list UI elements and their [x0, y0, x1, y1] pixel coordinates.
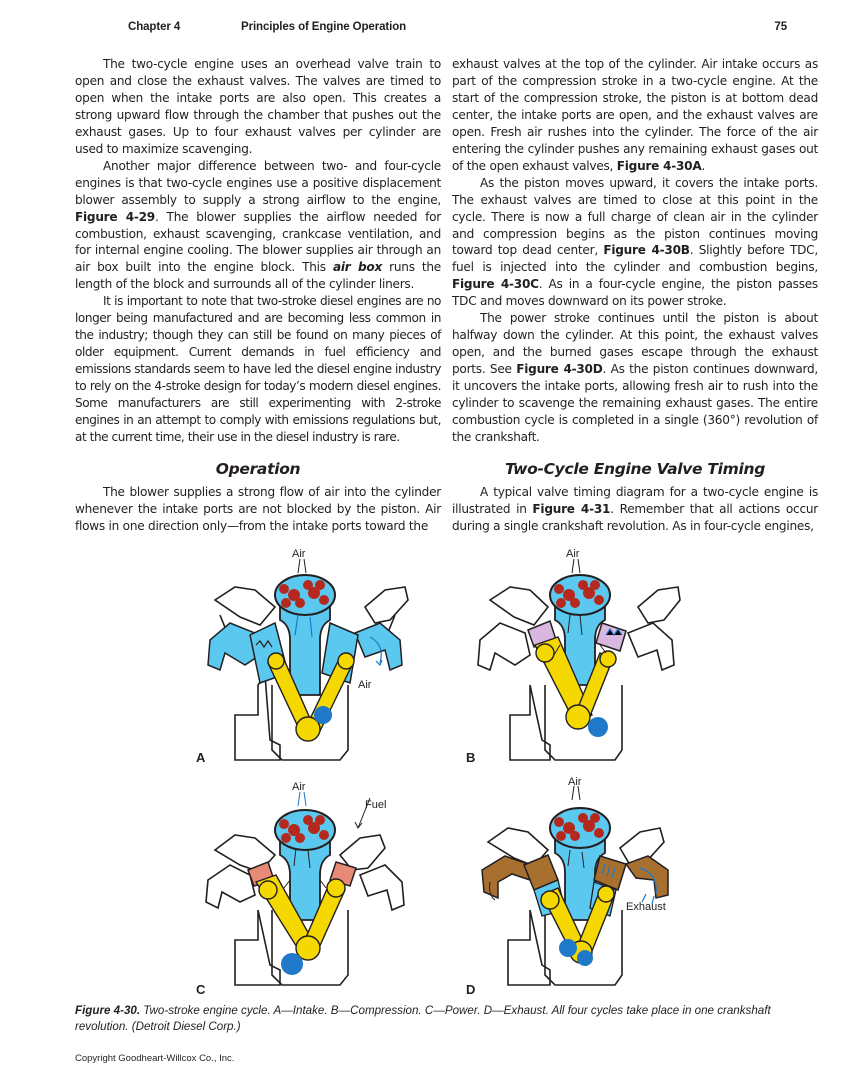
left-column: [75, 56, 441, 446]
figure-reference: Figure 4-30C: [452, 277, 539, 292]
right-column: [452, 56, 818, 446]
operation-section: [75, 484, 441, 535]
paragraph: exhaust valves at the top of the cylinder. Air intake occurs as part of the compression stroke in a two-cycle engine. At the start of the compression stroke, the piston is at bottom dead center, the intake ports are open, and the exhaust valves are open. Fresh air rushes into the cylinder. The force of the air entering the cylinder pushes any remaining exhaust gases out of the open exhaust valves, Figure 4-30A.: [452, 57, 818, 173]
engine-diagram-exhaust: [450, 770, 700, 1000]
panel-letter-d: D: [466, 982, 476, 997]
figure-panel-a-intake: [180, 545, 430, 775]
paragraph: As the piston moves upward, it covers the intake ports. The exhaust valves are timed to close at this point in the cycle. There is now a full charge of clean air in the cylinder and compression begins as the piston continues moving toward top dead center, Figure 4-30B. Slightly before TDC, fuel is injected into the cylinder and combustion begins, Figure 4-30C. As in a four-cycle engine, the piston passes TDC and moves downward on its power stroke.: [452, 175, 818, 309]
key-term: air box: [332, 260, 383, 275]
figure-reference: Figure 4-31: [532, 501, 611, 516]
label-fuel: Fuel: [365, 799, 387, 811]
paragraph: It is important to note that two-stroke diesel engines are no longer being manufactured and are becoming less common in the industry; though they can still be found on many pieces of older equipment. Current demands in fuel efficiency and emissions standards seem to have led the diesel engine industry to rely on the 4-stroke design for today’s modern diesel engines. Some manufacturers are still experimenting with 2-stroke engines in an attempt to comply with emissions regulations but, at the current time, their use in the diesel industry is rare.: [75, 294, 441, 444]
label-exhaust: Exhaust: [626, 901, 666, 913]
figure-panel-c-power: [180, 770, 430, 1000]
running-head: [0, 21, 849, 37]
label-air: Air: [566, 548, 580, 560]
figure-caption-label: Figure 4-30.: [75, 1004, 141, 1017]
panel-letter-b: B: [466, 750, 476, 765]
figure-reference: Figure 4-30B: [603, 243, 690, 258]
figure-reference: Figure 4-29: [75, 209, 155, 224]
paragraph: Another major difference between two- and four-cycle engines is that two-cycle engines use a positive displacement blower assembly to supply a strong airflow to the engine, Figure 4-29. The blower supplies the airflow needed for combustion, exhaust scavenging, crankcase ventilation, and for internal engine cooling. The blower supplies air through an air box built into the engine block. This air box runs the length of the block and surrounds all of the cylinder liners.: [75, 158, 442, 292]
label-air: Air: [292, 781, 306, 793]
section-heading-valve-timing: Two-Cycle Engine Valve Timing: [504, 460, 766, 478]
page-number: 75: [774, 21, 787, 33]
copyright-footer: Copyright Goodheart-Willcox Co., Inc.: [75, 1053, 235, 1064]
figure-caption: [75, 1003, 805, 1034]
figure-reference: Figure 4-30D: [516, 362, 603, 377]
paragraph: The two-cycle engine uses an overhead valve train to open and close the exhaust valves. The valves are timed to open when the intake ports are also open. This creates a strong upward flow through the chamber that pushes out the exhaust gases. Up to four exhaust valves per cylinder are used to maximize scavenging.: [75, 57, 441, 156]
label-air: Air: [292, 548, 306, 560]
engine-diagram-power: [180, 770, 430, 1000]
engine-diagram-intake: [180, 545, 430, 775]
figure-panel-b-compression: [450, 545, 700, 775]
paragraph: The blower supplies a strong flow of air into the cylinder whenever the intake ports are not blocked by the piston. Air flows in one direction only—from the intake ports toward the: [75, 485, 441, 533]
label-air: Air: [568, 776, 582, 788]
panel-letter-a: A: [196, 750, 206, 765]
chapter-title: Principles of Engine Operation: [241, 21, 407, 33]
valve-timing-section: [452, 484, 818, 535]
figure-reference: Figure 4-30A: [616, 158, 702, 173]
label-air: Air: [358, 679, 372, 691]
section-heading-operation: Operation: [215, 460, 301, 478]
paragraph: The power stroke continues until the piston is about halfway down the cylinder. At this point, the exhaust valves open, and the burned gases escape through the exhaust ports. See Figure 4-30D. As the piston continues downward, it uncovers the intake ports, allowing fresh air to rush into the cylinder to scavenge the remaining exhaust gases. The entire combustion cycle is completed in a single (360°) revolution of the crankshaft.: [452, 311, 819, 444]
chapter-label: Chapter 4: [128, 21, 181, 33]
paragraph: A typical valve timing diagram for a two-cycle engine is illustrated in Figure 4-31. Remember that all actions occur during a single crankshaft revolution. As in four-cycle engines,: [452, 485, 818, 533]
panel-letter-c: C: [196, 982, 206, 997]
figure-4-30: [0, 545, 849, 995]
engine-diagram-compression: [450, 545, 700, 775]
figure-caption-text: Two-stroke engine cycle. A—Intake. B—Compression. C—Power. D—Exhaust. All four cycles take place in one crankshaft revolution. (Detroit Diesel Corp.): [75, 1004, 771, 1033]
figure-panel-d-exhaust: [450, 770, 700, 1000]
